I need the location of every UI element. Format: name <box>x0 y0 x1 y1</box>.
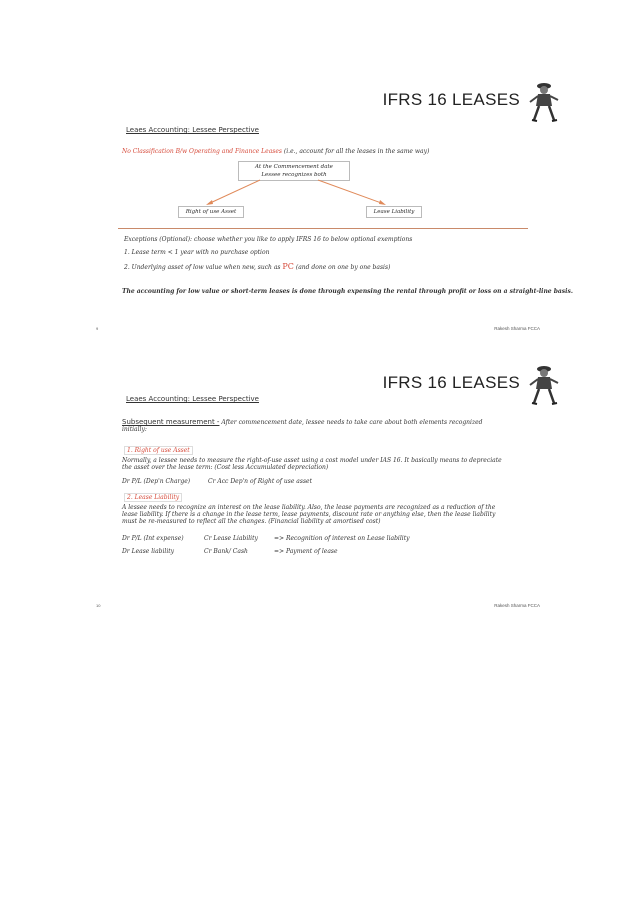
slide-2 <box>0 345 638 625</box>
subsequent-measurement <box>122 419 502 433</box>
right-of-use-asset-box: Right of use Asset <box>178 206 244 218</box>
subsequent-text: After commencement date, lessee needs to take care about both elements recognized initially: <box>122 419 483 433</box>
pc-highlight: PC <box>282 262 294 271</box>
author-footer: Rakesh Sharma FCCA <box>494 326 540 331</box>
exception-2-note: (and done on one by one basis) <box>295 264 391 271</box>
divider <box>118 228 528 229</box>
man-figure-icon <box>524 363 564 407</box>
slide-heading <box>126 395 259 403</box>
ll-text: A lessee needs to recognize an interest on the lease liability. Also, the lease payments are recognized as a reduction of the lease liability. If there is a change in the lease term, lease payments, discount rate or anything else, then the lease liability must be re-measured to reflect all the changes. (Financial liability at amortised cost) <box>122 504 496 525</box>
rou-label: 1. Right of use Asset <box>124 446 193 455</box>
heading-right: : Lessee Perspective <box>187 126 259 134</box>
slide-1 <box>0 62 638 342</box>
summary-text: The accounting for low value or short-term leases is done through expensing the rental through profit or loss on a straight-line basis. <box>122 288 573 295</box>
ll-label: 2. Lease Liability <box>124 493 182 502</box>
exceptions-text: Exceptions (Optional): choose whether you like to apply IFRS 16 to below optional exemptions <box>124 236 413 243</box>
exception-2 <box>124 262 390 271</box>
flow-arrows <box>0 62 638 262</box>
je1-credit: Cr Lease Liability <box>204 535 258 542</box>
je2-note: => Payment of lease <box>274 548 338 555</box>
rou-credit: Cr Acc Dep'n of Right of use asset <box>208 478 312 485</box>
exception-1: 1. Lease term < 1 year with no purchase option <box>124 249 270 256</box>
je2-credit: Cr Bank/ Cash <box>204 548 248 555</box>
je1-note: => Recognition of interest on Lease liability <box>274 535 410 542</box>
lease-liability-box: Lease Liability <box>366 206 422 218</box>
slide-title: IFRS 16 LEASES <box>382 373 520 392</box>
slide-title: IFRS 16 LEASES <box>382 90 520 109</box>
subsequent-label: Subsequent measurement - <box>122 418 220 426</box>
page-number: 9 <box>96 326 99 331</box>
page-number: 10 <box>96 603 101 608</box>
rou-text: Normally, a lessee needs to measure the right-of-use asset using a cost model under IAS 16. It basically means to depreciate the asset over the lease term: (Cost less Accumulated depreciation) <box>122 457 502 471</box>
no-classification-note: (i.e., account for all the leases in the same way) <box>283 148 430 155</box>
commencement-line1: At the Commencement date <box>255 164 333 170</box>
commencement-line2: Lessee recognizes both <box>261 172 327 178</box>
je1-debit: Dr P/L (Int expense) <box>122 535 184 542</box>
author-footer: Rakesh Sharma FCCA <box>494 603 540 608</box>
heading-left: Leaes Accounting <box>126 126 188 134</box>
je2-debit: Dr Lease liability <box>122 548 175 555</box>
rou-debit: Dr P/L (Dep'n Charge) <box>122 478 191 485</box>
exception-2-text: 2. Underlying asset of low value when new, such as <box>124 264 281 271</box>
heading-left: Leaes Accounting <box>126 395 188 403</box>
no-classification-label: No Classification B/w Operating and Finance Leases <box>122 148 282 155</box>
heading-right: : Lessee Perspective <box>187 395 259 403</box>
